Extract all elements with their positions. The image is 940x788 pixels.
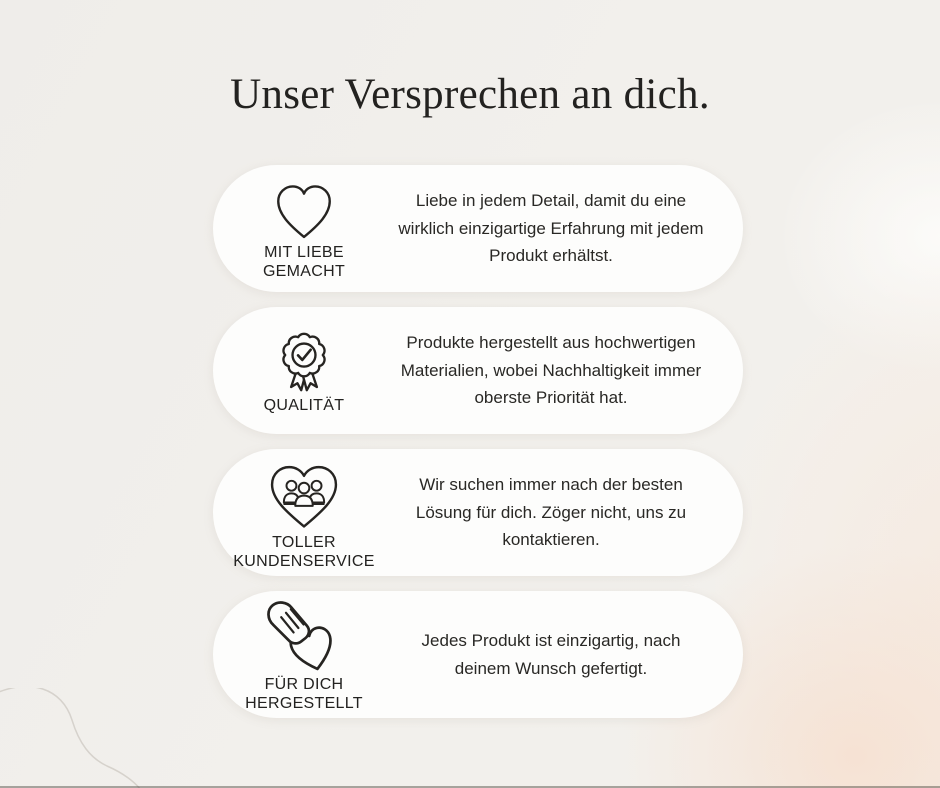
card-icon-column bbox=[213, 176, 395, 282]
cloud-outline-decoration bbox=[0, 688, 220, 788]
card-icon-column bbox=[213, 454, 395, 572]
card-description: Wir suchen immer nach der besten Lösung für dich. Zöger nicht, uns zu kontaktieren. bbox=[415, 475, 687, 550]
card-label: FÜR DICH HERGESTELLT bbox=[245, 676, 363, 712]
page-title: Unser Versprechen an dich. bbox=[230, 71, 710, 118]
award-badge-icon bbox=[269, 330, 339, 394]
card-description-wrap bbox=[395, 471, 743, 554]
card-label: QUALITÄT bbox=[263, 396, 345, 414]
promise-card-list bbox=[213, 165, 743, 718]
team-heart-icon bbox=[262, 458, 346, 531]
card-description: Jedes Produkt ist einzigartig, nach deinem Wunsch gefertigt. bbox=[421, 630, 681, 678]
promise-card-custom bbox=[213, 591, 743, 718]
hand-heart-icon bbox=[264, 599, 344, 673]
promise-card-love bbox=[213, 165, 743, 292]
card-icon-column bbox=[213, 326, 395, 416]
card-description: Liebe in jedem Detail, damit du eine wirklich einzigartige Erfahrung mit jedem Produkt erhältst. bbox=[398, 191, 704, 266]
card-label: MIT LIEBE GEMACHT bbox=[262, 243, 346, 280]
heart-icon bbox=[271, 180, 337, 241]
promise-card-service bbox=[213, 449, 743, 576]
card-icon-column bbox=[213, 595, 395, 714]
promise-card-quality bbox=[213, 307, 743, 434]
card-description-wrap bbox=[395, 187, 743, 270]
card-description-wrap bbox=[395, 329, 743, 412]
card-label: TOLLER KUNDENSERVICE bbox=[233, 533, 375, 570]
card-description: Produkte hergestellt aus hochwertigen Materialien, wobei Nachhaltigkeit immer oberste Priorität hat. bbox=[400, 333, 702, 408]
card-description-wrap bbox=[395, 627, 743, 682]
